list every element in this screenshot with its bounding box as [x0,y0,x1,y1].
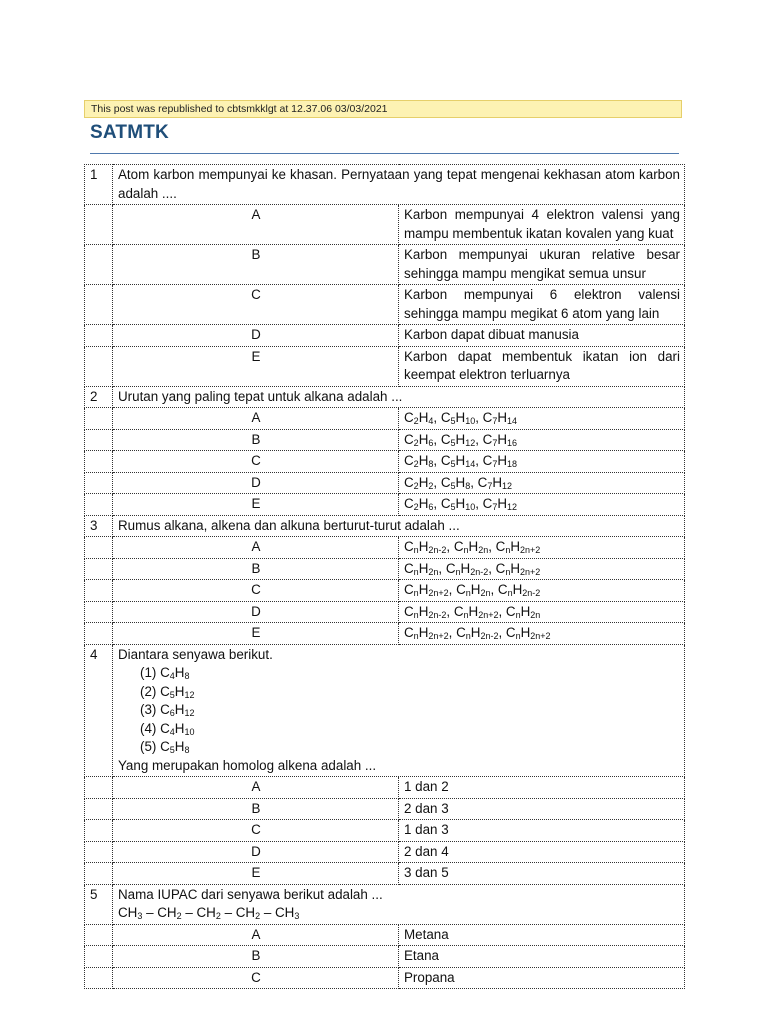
compound-list-item: (2) $C_5H_{12}$ [140,683,195,700]
subscript: n [505,566,511,577]
subscript: 12 [184,708,195,718]
option-letter[interactable]: D [113,325,399,347]
question-text [113,515,685,537]
subscript: 7 [487,480,493,491]
option-text[interactable]: 2 dan 4 [399,841,685,863]
question-row [85,165,685,205]
subscript: 18 [507,459,518,469]
subscript: 2n+2 [428,631,449,641]
option-row[interactable] [85,967,685,989]
subscript: n [505,545,511,555]
option-letter[interactable]: B [113,429,399,451]
subscript: 16 [507,437,518,448]
subscript: 5 [169,689,175,700]
question-text [113,644,685,777]
subscript: 2 [255,911,261,921]
option-letter[interactable]: A [113,777,399,799]
option-text[interactable]: $C_2H_8$, $C_5H_{14}$, $C_7H_{18}$ [399,451,685,473]
subscript: 2n [428,566,439,577]
option-row[interactable] [85,924,685,946]
option-letter[interactable]: C [113,285,399,325]
subscript: 12 [507,502,518,512]
option-text[interactable]: Karbon dapat dibuat manusia [399,325,685,347]
question-number: 2 [85,386,113,408]
option-row[interactable] [85,408,685,430]
subscript: 5 [450,502,456,512]
page-title: SATMTK [90,122,169,143]
question-stem: Diantara senyawa berikut. [118,646,273,662]
question-number: 5 [85,884,113,924]
subscript: 4 [428,416,434,426]
option-text[interactable]: 1 dan 2 [399,777,685,799]
question-formula: $CH_3 - CH_2 - CH_2 - CH_2 - CH_3$ [118,905,300,921]
subscript: 7 [492,416,498,426]
option-letter[interactable]: D [113,472,399,494]
subscript: 2 [428,480,434,491]
question-row [85,644,685,777]
option-letter[interactable]: A [113,537,399,559]
option-text[interactable]: Karbon dapat membentuk ikatan ion dari keempat elektron terluarnya [399,346,685,386]
option-letter[interactable]: E [113,863,399,885]
option-letter[interactable]: D [113,841,399,863]
subscript: 2 [215,911,221,921]
question-number: 3 [85,515,113,537]
compound-list-item: (1) $C_4H_8$ [140,665,190,681]
option-text[interactable]: Karbon mempunyai 6 elektron valensi sehingga mampu megikat 6 atom yang lain [399,285,685,325]
subscript: n [463,609,469,620]
question-stem: Urutan yang paling tepat untuk alkana adalah ... [118,388,403,404]
subscript: 4 [169,726,175,737]
option-text[interactable]: $C_2H_6$, $C_5H_{10}$, $C_7H_{12}$ [399,494,685,516]
question-stem: Rumus alkana, alkena dan alkuna berturut-turut adalah ... [118,517,460,533]
question-table [84,164,685,989]
subscript: 2n+2 [428,588,449,598]
title-divider [90,153,679,154]
option-text[interactable]: 3 dan 5 [399,863,685,885]
option-text[interactable]: $C_2H_4$, $C_5H_{10}$, $C_7H_{14}$ [399,408,685,430]
option-row[interactable] [85,580,685,602]
option-text[interactable]: Propana [399,967,685,989]
option-row[interactable] [85,451,685,473]
question-stem: Nama IUPAC dari senyawa berikut adalah ... [118,886,383,902]
subscript: 2n-2 [428,609,447,620]
option-text[interactable]: Karbon mempunyai ukuran relative besar sehingga mampu mengikat semua unsur [399,245,685,285]
compound-list-item: (3) $C_6H_{12}$ [140,702,195,718]
option-text[interactable]: $C_nH_{2n-2}$, $C_nH_{2n}$, $C_nH_{2n+2}$ [399,537,685,559]
subscript: n [465,588,471,598]
option-letter[interactable]: E [113,346,399,386]
question-row [85,386,685,408]
option-row[interactable] [85,798,685,820]
subscript: 2n+2 [520,566,541,577]
option-letter[interactable]: C [113,820,399,842]
option-letter[interactable]: D [113,601,399,623]
option-text[interactable]: $C_2H_2$, $C_5H_8$, $C_7H_{12}$ [399,472,685,494]
question-number: 4 [85,644,113,777]
compound-list-item: (5) $C_5H_8$ [140,739,190,755]
subscript: 6 [169,708,175,718]
subscript: 2n+2 [520,545,541,555]
option-letter[interactable]: C [113,580,399,602]
subscript: n [413,588,419,598]
option-row[interactable] [85,601,685,623]
subscript: 2 [413,459,419,469]
option-text[interactable]: Etana [399,946,685,968]
subscript: 2n [530,609,541,620]
subscript: 7 [492,437,498,448]
subscript: 4 [169,671,175,681]
question-stem: Atom karbon mempunyai ke khasan. Pernyataan yang tepat mengenai kekhasan atom karbon adalah .... [118,167,680,201]
compound-list-item: (4) $C_4H_{10}$ [140,720,195,737]
subscript: n [465,631,471,641]
subscript: 2n+2 [478,609,499,620]
option-letter[interactable]: E [113,623,399,645]
subscript: 2n-2 [522,588,541,598]
subscript: 5 [450,437,456,448]
option-row[interactable] [85,472,685,494]
option-row[interactable] [85,863,685,885]
subscript: 6 [428,437,434,448]
subscript: 2n+2 [530,631,551,641]
subscript: 2 [413,480,419,491]
subscript: 2 [413,416,419,426]
republish-notice: This post was republished to cbtsmkklgt at 12.37.06 03/03/2021 [84,100,682,118]
option-row[interactable] [85,777,685,799]
subscript: 10 [465,416,476,426]
option-row[interactable] [85,820,685,842]
option-letter[interactable]: C [113,967,399,989]
subscript: 7 [492,459,498,469]
subscript: 2 [413,437,419,448]
subscript: 8 [184,671,190,681]
subscript: n [413,631,419,641]
option-text[interactable]: 2 dan 3 [399,798,685,820]
option-letter[interactable]: A [113,924,399,946]
question-text [113,165,685,205]
subscript: n [413,545,419,555]
option-letter[interactable]: A [113,408,399,430]
question-text [113,386,685,408]
subscript: 7 [492,502,498,512]
subscript: n [507,588,513,598]
subscript: 2n-2 [480,631,499,641]
subscript: 8 [184,745,190,755]
option-row[interactable] [85,946,685,968]
option-text[interactable]: $C_2H_6$, $C_5H_{12}$, $C_7H_{16}$ [399,429,685,451]
question-row [85,515,685,537]
subscript: 3 [294,911,300,921]
option-letter[interactable]: E [113,494,399,516]
question-number: 1 [85,165,113,205]
option-row[interactable] [85,841,685,863]
option-letter[interactable]: B [113,558,399,580]
subscript: 5 [450,459,456,469]
subscript: 5 [450,480,456,491]
subscript: n [463,545,469,555]
option-row[interactable] [85,205,685,245]
option-row[interactable] [85,623,685,645]
subscript: 12 [502,480,513,491]
question-text [113,884,685,924]
subscript: 5 [450,416,456,426]
subscript: 12 [465,437,476,448]
subscript: 2n-2 [428,545,447,555]
subscript: 2n [480,588,491,598]
option-text[interactable]: $C_nH_{2n+2}$, $C_nH_{2n-2}$, $C_nH_{2n+2}$ [399,623,685,645]
question-stem-2: Yang merupakan homolog alkena adalah ... [118,757,377,773]
option-row[interactable] [85,537,685,559]
option-row[interactable] [85,494,685,516]
option-text[interactable]: $C_nH_{2n+2}$, $C_nH_{2n}$, $C_nH_{2n-2}$ [399,580,685,602]
subscript: n [515,609,521,620]
option-letter[interactable]: B [113,245,399,285]
option-row[interactable] [85,346,685,386]
subscript: 2n [478,545,489,555]
option-row[interactable] [85,325,685,347]
subscript: 10 [184,726,195,737]
option-letter[interactable]: B [113,946,399,968]
option-row[interactable] [85,245,685,285]
subscript: n [515,631,521,641]
subscript: n [413,609,419,620]
subscript: 8 [465,480,471,491]
option-letter[interactable]: A [113,205,399,245]
option-letter[interactable]: B [113,798,399,820]
subscript: n [455,566,461,577]
subscript: 10 [465,502,476,512]
subscript: 14 [507,416,518,426]
option-letter[interactable]: C [113,451,399,473]
subscript: 8 [428,459,434,469]
subscript: 2 [176,911,182,921]
option-text[interactable]: Metana [399,924,685,946]
question-row [85,884,685,924]
option-text[interactable]: Karbon mempunyai 4 elektron valensi yang mampu membentuk ikatan kovalen yang kuat [399,205,685,245]
option-row[interactable] [85,429,685,451]
option-text[interactable]: $C_nH_{2n}$, $C_nH_{2n-2}$, $C_nH_{2n+2}$ [399,558,685,580]
option-text[interactable]: 1 dan 3 [399,820,685,842]
subscript: 3 [137,911,143,921]
option-text[interactable]: $C_nH_{2n-2}$, $C_nH_{2n+2}$, $C_nH_{2n}$ [399,601,685,623]
subscript: 12 [184,689,195,700]
subscript: n [413,566,419,577]
subscript: 2n-2 [470,566,489,577]
subscript: 5 [169,745,175,755]
subscript: 14 [465,459,476,469]
subscript: 2 [413,502,419,512]
option-row[interactable] [85,558,685,580]
subscript: 6 [428,502,434,512]
option-row[interactable] [85,285,685,325]
